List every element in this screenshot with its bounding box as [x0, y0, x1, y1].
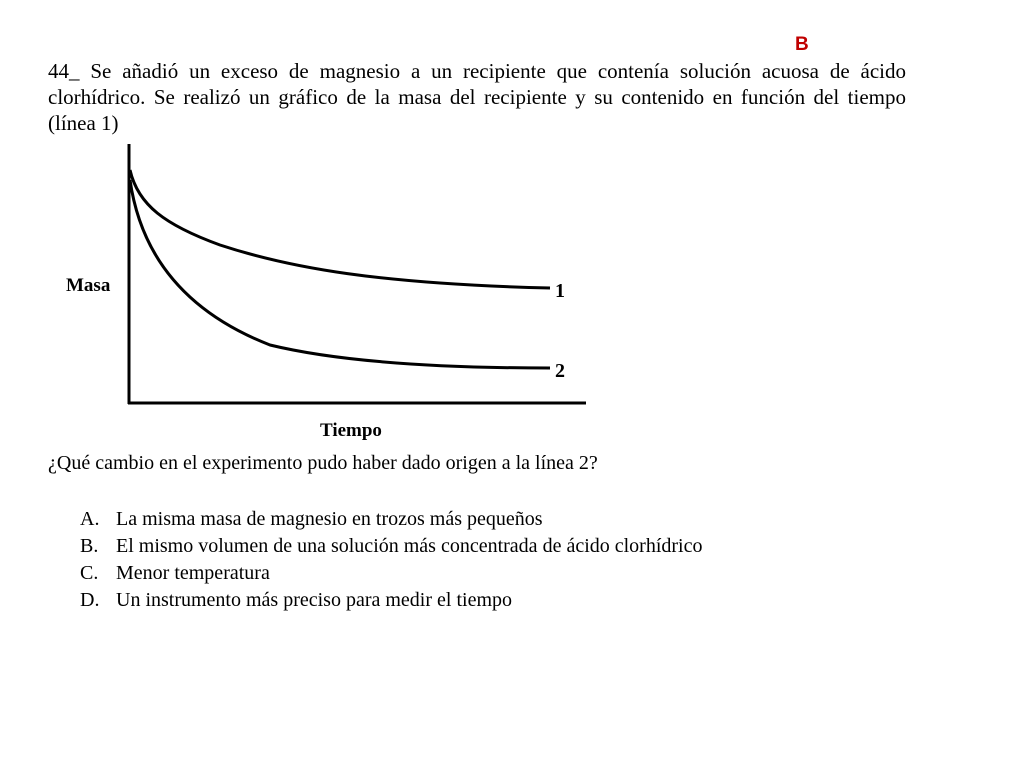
- curve-line-1: [130, 170, 550, 288]
- option-b: [80, 533, 703, 560]
- line-1-label: 1: [555, 280, 565, 302]
- line-2-label: 2: [555, 360, 565, 382]
- option-letter: C.: [80, 562, 99, 584]
- option-text: El mismo volumen de una solución más concentrada de ácido clorhídrico: [116, 535, 703, 557]
- question-stem: 44_ Se añadió un exceso de magnesio a un recipiente que contenía solución acuosa de ácido clorhídrico. Se realizó un gráfico de la masa del recipiente y su contenido en función del tiempo (línea 1): [48, 59, 906, 135]
- option-letter: D.: [80, 589, 100, 611]
- x-axis-label: Tiempo: [320, 420, 382, 441]
- option-letter: B.: [80, 535, 99, 557]
- option-letter: A.: [80, 508, 100, 530]
- option-c: [80, 560, 703, 587]
- option-text: Menor temperatura: [116, 562, 270, 584]
- answer-mark: B: [795, 34, 809, 55]
- answer-options: [80, 506, 703, 614]
- question-text: ¿Qué cambio en el experimento pudo haber dado origen a la línea 2?: [48, 452, 598, 474]
- option-a: [80, 506, 703, 533]
- option-text: Un instrumento más preciso para medir el tiempo: [116, 589, 513, 611]
- y-axis-label: Masa: [66, 275, 111, 296]
- option-text: La misma masa de magnesio en trozos más pequeños: [116, 508, 543, 530]
- option-d: [80, 587, 703, 614]
